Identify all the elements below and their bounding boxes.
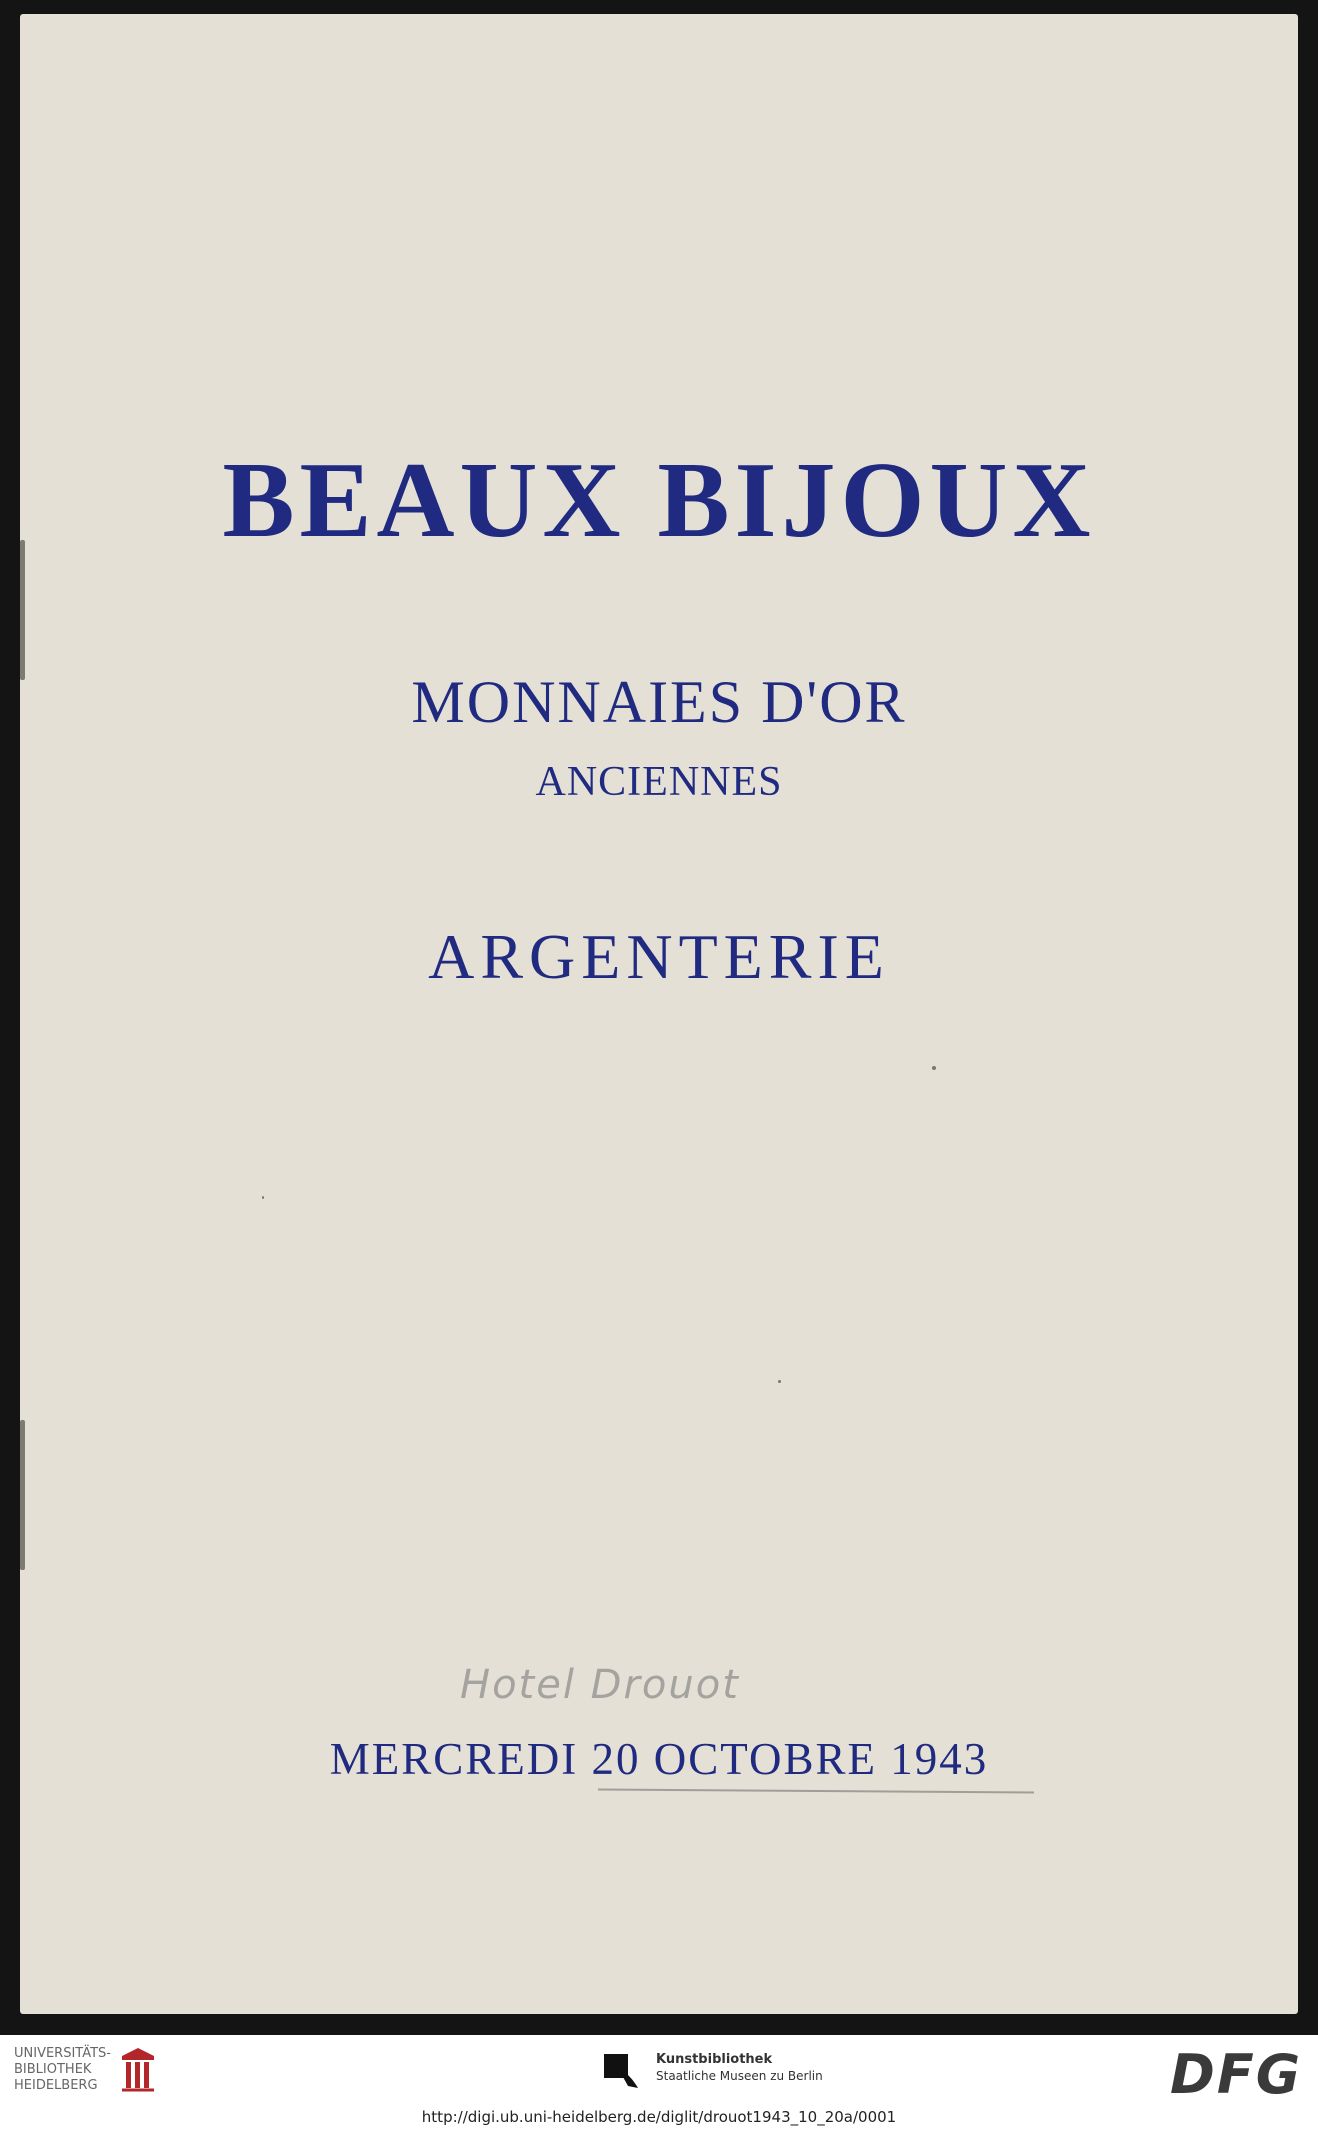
- university-line: HEIDELBERG: [14, 2078, 98, 2093]
- paper-speck: [262, 1196, 264, 1199]
- sale-date: MERCREDI 20 OCTOBRE 1943: [329, 1734, 989, 1784]
- dfg-logo: DFG: [1170, 2043, 1303, 2106]
- staple-mark: [20, 540, 25, 680]
- paper-speck: [778, 1380, 781, 1383]
- staple-mark: [20, 1420, 25, 1570]
- handwritten-note: Hotel Drouot: [460, 1662, 740, 1708]
- kunstbibliothek-name: Kunstbibliothek: [656, 2052, 773, 2067]
- kunstbibliothek-subtitle: Staatliche Museen zu Berlin: [656, 2069, 823, 2083]
- university-line: UNIVERSITÄTS-: [14, 2046, 111, 2061]
- cover-subtitle-second-line: ANCIENNES: [535, 759, 783, 805]
- source-url-link[interactable]: http://digi.ub.uni-heidelberg.de/diglit/drouot1943_10_20a/0001: [421, 2108, 897, 2126]
- university-library-logo-icon: [118, 2046, 158, 2094]
- paper-speck: [932, 1066, 936, 1070]
- cover-title: BEAUX BIJOUX: [222, 441, 1096, 560]
- university-library-label: [14, 2046, 111, 2094]
- kunstbibliothek-logo-icon: [604, 2054, 648, 2094]
- cover-section-title: ARGENTERIE: [428, 921, 890, 992]
- kunstbibliothek-label: [656, 2052, 823, 2084]
- catalogue-cover: [20, 14, 1298, 2014]
- university-line: BIBLIOTHEK: [14, 2062, 92, 2077]
- cover-subtitle: MONNAIES D'OR: [411, 669, 907, 735]
